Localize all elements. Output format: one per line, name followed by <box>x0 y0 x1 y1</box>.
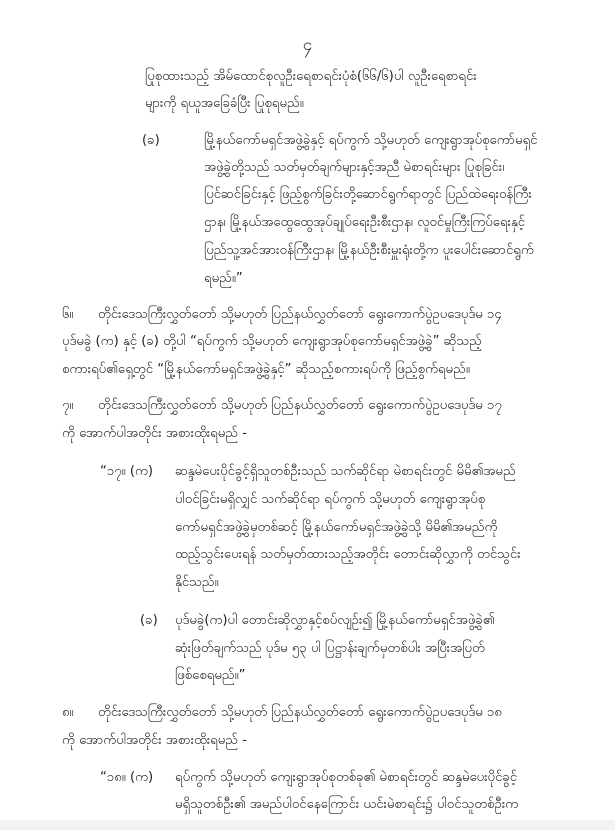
paragraph-line: ပြုစုထားသည့် အိမ်ထောင်စုလူဦးရေစာရင်းပုံစံ(၆၆/၆)ပါ လူဦးရေစာရင်း <box>145 69 477 84</box>
paragraph-line: မြို့နယ်ကော်မရှင်အဖွဲ့ခွဲနှင့် ရပ်ကွက် သို့မဟုတ် ကျေးရွာအုပ်စုကော်မရှင် <box>204 133 538 148</box>
section-number: ၇။ <box>62 398 74 413</box>
paragraph-line: ကော်မရှင်အဖွဲ့ခွဲမှတစ်ဆင့် မြို့နယ်ကော်မရှင်အဖွဲ့ခွဲသို့ မိမိ၏အမည်ကို <box>175 520 498 535</box>
paragraph-line: များကို ရယူအခြေခံပြီး ပြုစုရမည်။ <box>145 96 304 111</box>
page-number: ၄ <box>302 35 313 55</box>
paragraph-line: တိုင်းဒေသကြီးလွှတ်တော် သို့မဟုတ် ပြည်နယ်လွှတ်တော် ရွေးကောက်ပွဲဥပဒေပုဒ်မ ၁၈ <box>98 705 502 720</box>
clause-label: (ခ) <box>140 613 158 628</box>
clause-label: “၁၇။ (က) <box>100 464 154 479</box>
section-number: ၆။ <box>62 307 74 322</box>
paragraph-line: ပုဒ်မခွဲ(က)ပါ တောင်းဆိုလွှာနှင့်စပ်လျဉ်း၍ မြို့နယ်ကော်မရှင်အဖွဲ့ခွဲ၏ <box>175 613 495 628</box>
paragraph-line: ပြင်ဆင်ခြင်းနှင့် ဖြည့်စွက်ခြင်းတို့ဆောင်ရွက်ရာတွင် ပြည်ထဲရေးဝန်ကြီး <box>204 187 532 202</box>
paragraph-line: ပုဒ်မခွဲ (က) နှင့် (ခ) တို့ပါ “ရပ်ကွက် သို့မဟုတ် ကျေးရွာအုပ်စုကော်မရှင်အဖွဲ့ခွဲ” ဆိုသည့် <box>62 334 482 349</box>
paragraph-line: မရှိသူတစ်ဦး၏ အမည်ပါဝင်နေကြောင်း ယင်းမဲစာရင်း၌ ပါဝင်သူတစ်ဦးက <box>175 797 519 812</box>
clause-label: “၁၈။ (က) <box>100 770 154 785</box>
paragraph-line: ဌာန၊ မြို့နယ်အထွေထွေအုပ်ချုပ်ရေးဦးစီးဌာန၊ လူဝင်မှုကြီးကြပ်ရေးနှင့် <box>204 215 526 230</box>
paragraph-line: ပါဝင်ခြင်းမရှိလျှင် သက်ဆိုင်ရာ ရပ်ကွက် သို့မဟုတ် ကျေးရွာအုပ်စု <box>175 492 486 507</box>
paragraph-line: တိုင်းဒေသကြီးလွှတ်တော် သို့မဟုတ် ပြည်နယ်လွှတ်တော် ရွေးကောက်ပွဲဥပဒေပုဒ်မ ၁၇ <box>98 398 502 413</box>
page-bottom-edge <box>0 820 615 830</box>
clause-label: (ခ) <box>142 133 160 148</box>
paragraph-line: ရမည်။” <box>204 271 243 286</box>
section-number: ၈။ <box>62 705 74 720</box>
paragraph-line: စကားရပ်၏ရှေ့တွင် “မြို့နယ်ကော်မရှင်အဖွဲ့ခွဲနှင့်” ဆိုသည့်စကားရပ်ကို ဖြည့်စွက်ရမည်။ <box>62 362 470 377</box>
paragraph-line: ဆန္ဒမဲပေးပိုင်ခွင့်ရှိသူတစ်ဦးသည် သက်ဆိုင်ရာ မဲစာရင်းတွင် မိမိ၏အမည် <box>175 464 516 479</box>
paragraph-line: ရပ်ကွက် သို့မဟုတ် ကျေးရွာအုပ်စုတစ်ခု၏ မဲစာရင်းတွင် ဆန္ဒမဲပေးပိုင်ခွင့် <box>175 770 518 785</box>
paragraph-line: တိုင်းဒေသကြီးလွှတ်တော် သို့မဟုတ် ပြည်နယ်လွှတ်တော် ရွေးကောက်ပွဲဥပဒေပုဒ်မ ၁၄ <box>98 307 502 322</box>
paragraph-line: ဖြစ်စေရမည်။” <box>175 668 246 683</box>
paragraph-line: ထည့်သွင်းပေးရန် သတ်မှတ်ထားသည့်အတိုင်း တောင်းဆိုလွှာကို တင်သွင်း <box>175 547 521 562</box>
paragraph-line: အဖွဲ့ခွဲတို့သည် သတ်မှတ်ချက်များနှင့်အညီ မဲစာရင်းများ ပြုစုခြင်း၊ <box>204 160 505 175</box>
paragraph-line: ကို အောက်ပါအတိုင်း အစားထိုးရမည် - <box>62 426 247 441</box>
paragraph-line: ကို အောက်ပါအတိုင်း အစားထိုးရမည် - <box>62 733 247 748</box>
paragraph-line: ပြည်သူ့အင်အားဝန်ကြီးဌာန၊ မြို့နယ်ဦးစီးမှူးရုံးတို့က ပူးပေါင်းဆောင်ရွက် <box>204 243 534 258</box>
paragraph-line: ဆုံးဖြတ်ချက်သည် ပုဒ်မ ၅၃ ပါ ပြဋ္ဌာန်းချက်မှတစ်ပါး အပြီးအပြတ် <box>175 641 485 656</box>
paragraph-line: နိုင်သည်။ <box>175 575 219 590</box>
